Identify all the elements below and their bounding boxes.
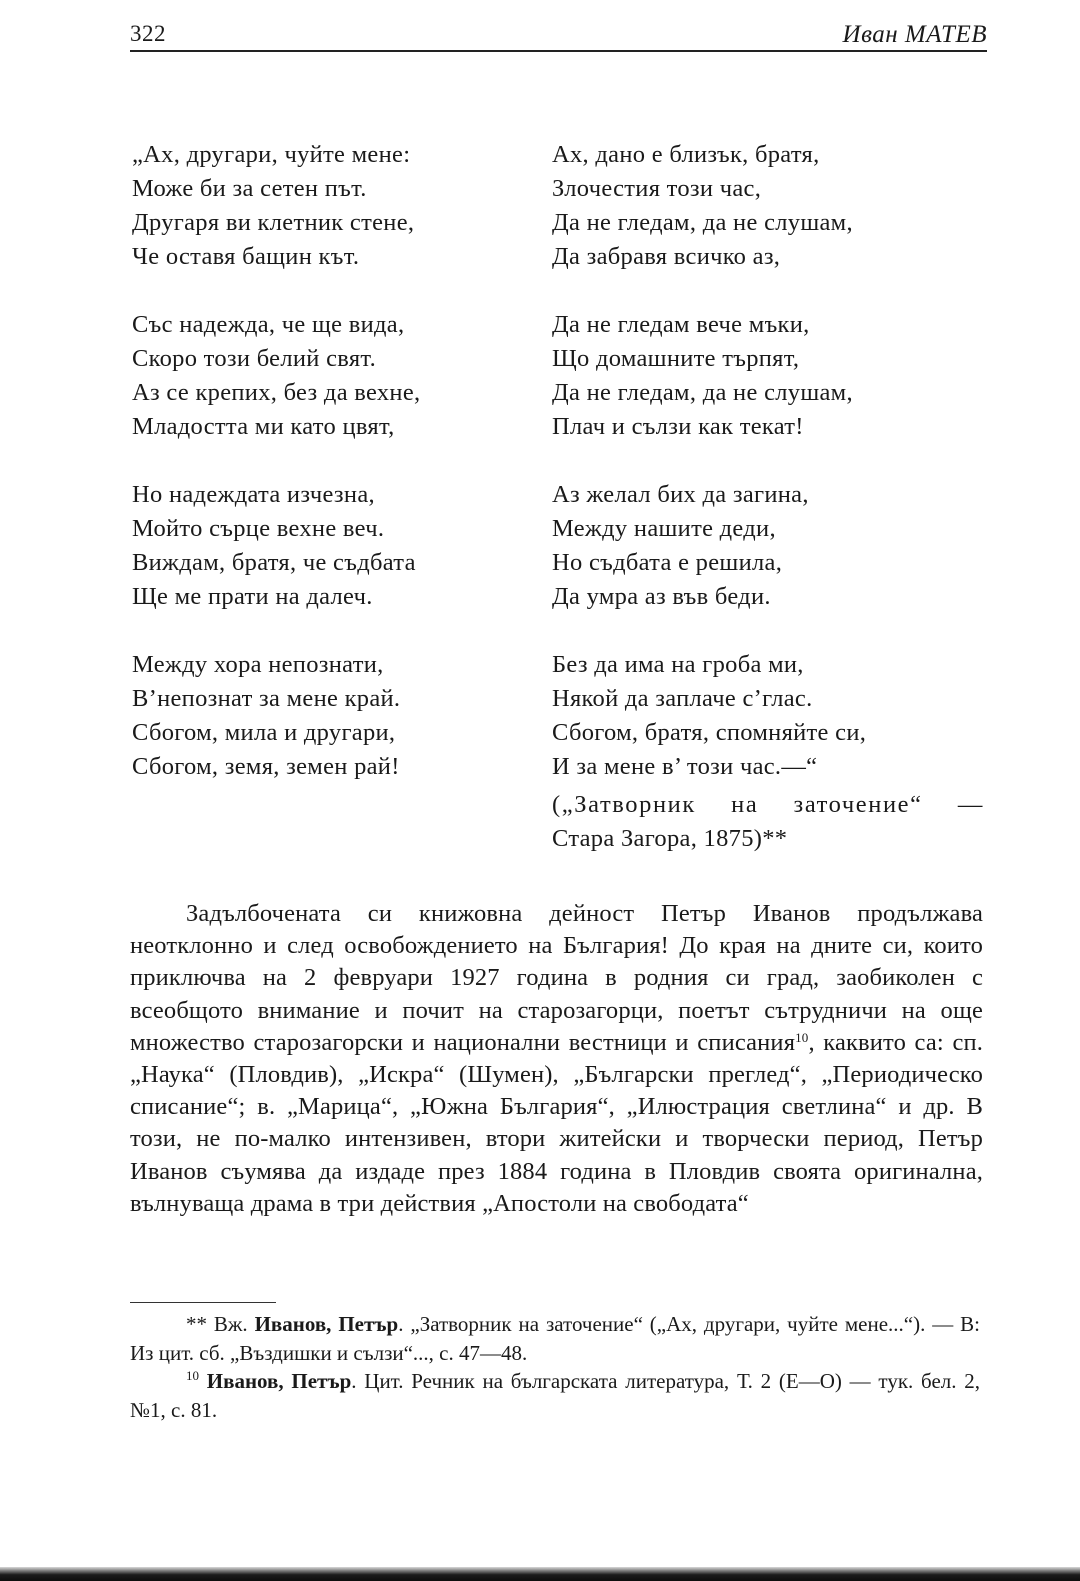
- poem-line: Ще ме прати на далеч.: [132, 583, 373, 610]
- poem-left-column: [132, 138, 532, 818]
- footnote-text: . Цит. Речник на българската литература, Т. 2 (Е—О) — тук. бел. 2, №1, с. 81.: [130, 1369, 980, 1422]
- poem-line: Другаря ви клетник стене,: [132, 209, 415, 236]
- footnote-author: Иванов, Петър: [254, 1312, 399, 1336]
- running-head: Иван МАТЕВ: [842, 21, 987, 48]
- poem-line: Да не гледам вече мъки,: [552, 311, 810, 338]
- poem-line: Да не гледам, да не слушам,: [552, 379, 853, 406]
- poem-line: Със надежда, че ще вида,: [132, 311, 405, 338]
- poem-line: Че оставя бащин кът.: [132, 243, 360, 270]
- footnote-text: . „Затворник на заточение“ („Ах, другари, чуйте мене...“). — В: Из цит. сб. „Въздишки и сълзи“..., с. 47—48.: [130, 1312, 980, 1365]
- poem-stanza: [552, 478, 992, 614]
- poem-line: Злочестия този час,: [552, 175, 762, 202]
- source-note-line-2: Стара Загора, 1875)**: [552, 825, 788, 852]
- footnote-reference: 10: [795, 1029, 809, 1045]
- source-note-line-1: [552, 788, 984, 822]
- footnotes: [130, 1310, 980, 1424]
- poem-line: В’непознат за мене край.: [132, 685, 401, 712]
- poem-line: Между нашите деди,: [552, 515, 776, 542]
- poem-line: Сбогом, земя, земен рай!: [132, 753, 400, 780]
- poem-right-column: [552, 138, 992, 856]
- poem-line: Но съдбата е решила,: [552, 549, 783, 576]
- poem-line: Да не гледам, да не слушам,: [552, 209, 853, 236]
- poem-stanza: [552, 648, 992, 784]
- poem-line: И за мене в’ този час.—“: [552, 753, 818, 780]
- footnote-divider: [130, 1302, 276, 1303]
- poem-stanza: [132, 308, 532, 444]
- poem-line: Плач и сълзи как текат!: [552, 413, 804, 440]
- poem-source-note: [552, 788, 984, 856]
- poem-line: Аз се крепих, без да вехне,: [132, 379, 421, 406]
- body-paragraph: [130, 898, 983, 1220]
- poem-line: Аз желал бих да загина,: [552, 481, 809, 508]
- poem-line: Може би за сетен път.: [132, 175, 367, 202]
- source-word: („Затворник: [552, 791, 696, 818]
- poem-line: Мойто сърце вехне веч.: [132, 515, 385, 542]
- poem-line: Да умра аз във беди.: [552, 583, 771, 610]
- poem-line: Да забравя всичко аз,: [552, 243, 781, 270]
- poem-line: Виждам, братя, че съдбата: [132, 549, 416, 576]
- poem-line: Сбогом, братя, спомняйте си,: [552, 719, 867, 746]
- source-word: заточение“: [793, 791, 923, 818]
- poem-stanza: [552, 138, 992, 274]
- page-bottom-edge: [0, 1567, 1080, 1581]
- poem-line: Що домашните търпят,: [552, 345, 800, 372]
- footnote-author: Иванов, Петър: [206, 1369, 352, 1393]
- footnote-mark: ** Вж.: [186, 1312, 255, 1336]
- poem-line: Младостта ми като цвят,: [132, 413, 395, 440]
- source-word: —: [957, 791, 984, 818]
- page-header: [130, 16, 987, 52]
- poem-stanza: [132, 478, 532, 614]
- footnote-item: [130, 1310, 980, 1367]
- poem-line: Някой да заплаче с’глас.: [552, 685, 813, 712]
- poem-line: Сбогом, мила и другари,: [132, 719, 396, 746]
- poem-line: Ах, дано е близък, братя,: [552, 141, 820, 168]
- paragraph-text-part-1: Задълбочената си книжовна дейност Петър Иванов продължава неотклонно и след освобождението на България! До края на дните си, които приключва на 2 февруари 1927 година в родния си град, заобиколен с всеобщото внимание и почит на старозагорци, поетът сътрудничи на още множество старозагорски и национални вестници и списания: [130, 900, 983, 1056]
- paragraph-text-part-2: , каквито са: сп. „Наука“ (Пловдив), „Искра“ (Шумен), „Български преглед“, „Периодическо списание“; в. „Марица“, „Южна България“, „Илюстрация светлина“ и др. В този, не по-малко интензивен, втори житейски и творчески период, Петър Иванов съумява да издаде през 1884 година в Пловдив своята оригинална, вълнуваща драма в три действия „Апостоли на свободата“: [130, 1028, 984, 1217]
- poem-line: „Ах, другари, чуйте мене:: [132, 141, 411, 168]
- poem-line: Между хора непознати,: [132, 651, 384, 678]
- poem-line: Без да има на гроба ми,: [552, 651, 804, 678]
- footnote-mark: 10: [186, 1368, 199, 1383]
- footnote-item: [130, 1367, 980, 1424]
- poem-line: Скоро този белий свят.: [132, 345, 376, 372]
- page-number: 322: [130, 21, 166, 46]
- poem-line: Но надеждата изчезна,: [132, 481, 375, 508]
- source-word: на: [731, 791, 759, 818]
- poem-stanza: [552, 308, 992, 444]
- poem-stanza: [132, 138, 532, 274]
- poem-stanza: [132, 648, 532, 784]
